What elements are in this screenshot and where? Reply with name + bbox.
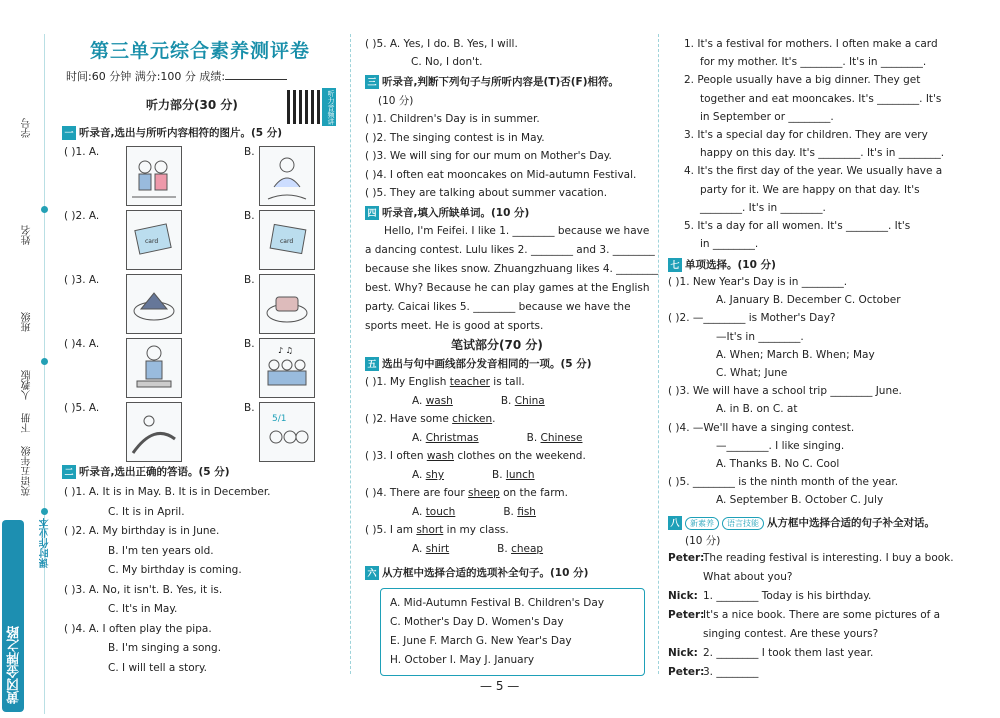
section-2-line: C. My birthday is coming. bbox=[108, 564, 242, 576]
section-7-line: ( )2. —________ is Mother's Day? bbox=[668, 312, 836, 325]
dialog-speaker: Nick: bbox=[668, 647, 698, 659]
section-8-heading: 八 新素养 语言技能 从方框中选择合适的句子补全对话。 bbox=[668, 515, 935, 530]
exam-info: 时间:60 分钟 满分:100 分 成绩: bbox=[66, 68, 287, 84]
binding-dot bbox=[41, 508, 48, 515]
dialog-line: The reading festival is interesting. I buy a book. bbox=[703, 552, 954, 564]
section-5-heading: 五 选出与句中画线部分发音相同的一项。(5 分) bbox=[365, 356, 592, 371]
section-3-question: ( )2. The singing contest is in May. bbox=[365, 131, 545, 144]
picture-option-a[interactable] bbox=[126, 274, 182, 334]
section-5-options: A. shirt B. cheap bbox=[412, 543, 544, 555]
picture-option-b[interactable] bbox=[259, 274, 315, 334]
section-5-question: ( )1. My English teacher is tall. bbox=[365, 376, 525, 388]
qr-label: 听力音频讲 bbox=[322, 88, 336, 126]
section-1-question: ( )3. A. bbox=[64, 274, 100, 286]
section-1-question: ( )5. A. bbox=[64, 402, 100, 414]
section-2-q5-line: ( )5. A. Yes, I do. B. Yes, I will. bbox=[365, 38, 518, 50]
section-7-line: ( )5. ________ is the ninth month of the year. bbox=[668, 476, 899, 489]
section-7-line: ( )1. New Year's Day is in ________. bbox=[668, 276, 848, 288]
section-1-option-b: B. bbox=[244, 146, 255, 158]
section-3-question: ( )4. I often eat mooncakes on Mid-autumn Festival. bbox=[365, 168, 637, 181]
picture-option-b[interactable] bbox=[259, 402, 315, 462]
section-7-line: C. What; June bbox=[716, 367, 788, 379]
column-divider bbox=[658, 34, 659, 674]
section-4-line: party. Caicai likes 5. ________ because we have the bbox=[365, 301, 631, 313]
section-6-line: 4. It's the first day of the year. We usually have a bbox=[684, 165, 943, 178]
section-4-heading: 四 听录音,填入所缺单词。(10 分) bbox=[365, 205, 529, 220]
section-2-line: ( )1. A. It is in May. B. It is in December. bbox=[64, 486, 271, 498]
dialog-line: It's a nice book. There are some pictures of a bbox=[703, 609, 941, 621]
section-3-question: ( )5. They are talking about summer vacation. bbox=[365, 187, 608, 199]
section-1-option-b: B. bbox=[244, 402, 255, 414]
section-7-line: A. Thanks B. No C. Cool bbox=[716, 458, 840, 470]
picture-option-b[interactable] bbox=[259, 338, 315, 398]
written-part-title: 笔试部分(70 分) bbox=[451, 338, 543, 352]
dialog-speaker: Peter: bbox=[668, 666, 705, 678]
section-3-question: ( )1. Children's Day is in summer. bbox=[365, 113, 540, 125]
section-6-line: for my mother. It's ________. It's in ________. bbox=[700, 56, 927, 69]
listening-part-title: 听力部分(30 分) bbox=[146, 98, 238, 112]
section-1-question: ( )4. A. bbox=[64, 338, 100, 350]
section-3-heading: 三 听录音,判断下列句子与所听内容是(T)否(F)相符。 bbox=[365, 74, 619, 89]
section-5-options: A. wash B. China bbox=[412, 395, 545, 407]
picture-option-b[interactable] bbox=[259, 146, 315, 206]
options-box-line: A. Mid-Autumn Festival B. Children's Day bbox=[390, 597, 605, 609]
dialog-speaker: Nick: bbox=[668, 590, 698, 602]
banji-label: 班级 bbox=[22, 312, 33, 332]
section-7-line: A. in B. on C. at bbox=[716, 403, 798, 416]
dialog-line: singing contest. Are these yours? bbox=[703, 628, 879, 640]
section-5-options: A. Christmas B. Chinese bbox=[412, 432, 583, 444]
section-5-question: ( )4. There are four sheep on the farm. bbox=[365, 487, 568, 499]
picture-option-a[interactable] bbox=[126, 402, 182, 462]
dialog-speaker: Peter: bbox=[668, 552, 705, 564]
section-6-heading: 六 从方框中选择合适的选项补全句子。(10 分) bbox=[365, 565, 588, 580]
section-7-line: —________. I like singing. bbox=[716, 439, 845, 452]
options-box-line: C. Mother's Day D. Women's Day bbox=[390, 616, 564, 628]
section-1-question: ( )1. A. bbox=[64, 146, 100, 158]
section-2-line: B. I'm ten years old. bbox=[108, 544, 214, 557]
subject-label: 英语五年级 bbox=[22, 446, 33, 496]
section-4-line: best. Why? Because he can play games at the English bbox=[365, 282, 650, 294]
section-5-question: ( )5. I am short in my class. bbox=[365, 524, 509, 536]
score-blank[interactable] bbox=[225, 79, 287, 80]
section-1-option-b: B. bbox=[244, 338, 255, 350]
section-5-options: A. touch B. fish bbox=[412, 506, 536, 518]
section-1-heading: 一 听录音,选出与所听内容相符的图片。(5 分) bbox=[62, 125, 282, 140]
brand-text: 黄冈金牌之路 bbox=[7, 626, 22, 704]
picture-option-b[interactable] bbox=[259, 210, 315, 270]
section-1-option-b: B. bbox=[244, 210, 255, 222]
dialog-speaker: Peter: bbox=[668, 609, 705, 621]
section-8-score: (10 分) bbox=[685, 535, 721, 547]
section-6-line: in September or ________. bbox=[700, 110, 834, 123]
dialog-line: 3. ________ bbox=[703, 666, 759, 678]
binding-dot bbox=[41, 358, 48, 365]
section-1-question: ( )2. A. bbox=[64, 210, 100, 222]
dialog-line: What about you? bbox=[703, 571, 793, 583]
xuehao-label: 学号 bbox=[22, 118, 33, 138]
binding-line bbox=[44, 34, 45, 714]
section-4-line: because she likes snow. Zhuangzhuang likes 4. ________ bbox=[365, 263, 659, 275]
picture-option-a[interactable] bbox=[126, 146, 182, 206]
section-6-line: 1. It's a festival for mothers. I often make a card bbox=[684, 38, 938, 50]
section-6-line: ________. It's in ________. bbox=[700, 201, 826, 214]
section-6-line: 3. It's a special day for children. They are very bbox=[684, 129, 928, 141]
section-4-line: Hello, I'm Feifei. I like 1. ________ because we have bbox=[384, 225, 650, 237]
term-label: 下册 bbox=[22, 413, 33, 433]
section-2-line: B. I'm singing a song. bbox=[108, 642, 222, 654]
qr-code[interactable] bbox=[287, 90, 321, 124]
binding-strip bbox=[0, 0, 62, 718]
picture-option-a[interactable] bbox=[126, 210, 182, 270]
svg-text:♪ ♫: ♪ ♫ bbox=[278, 346, 293, 355]
options-box-line: E. June F. March G. New Year's Day bbox=[390, 635, 572, 647]
section-2-line: C. It is in April. bbox=[108, 505, 185, 518]
section-6-line: 2. People usually have a big dinner. They get bbox=[684, 74, 921, 87]
edition-label: 人教版 bbox=[22, 370, 33, 400]
binding-dot bbox=[41, 206, 48, 213]
section-2-line: C. I will tell a story. bbox=[108, 661, 208, 674]
svg-text:5/1: 5/1 bbox=[272, 414, 287, 424]
section-2-line: ( )4. A. I often play the pipa. bbox=[64, 622, 212, 635]
dialog-line: 2. ________ I took them last year. bbox=[703, 647, 874, 659]
section-6-line: 5. It's a day for all women. It's ________. It's bbox=[684, 220, 911, 232]
brand-logo bbox=[2, 520, 24, 712]
section-6-line: happy on this day. It's ________. It's in ________. bbox=[700, 147, 945, 160]
column-divider bbox=[350, 34, 351, 674]
options-box-line: H. October I. May J. January bbox=[390, 654, 535, 666]
section-2-heading: 二 听录音,选出正确的答语。(5 分) bbox=[62, 464, 230, 479]
section-6-line: in ________. bbox=[700, 238, 759, 251]
picture-option-a[interactable] bbox=[126, 338, 182, 398]
section-7-line: A. September B. October C. July bbox=[716, 494, 884, 507]
svg-text:card: card bbox=[145, 238, 159, 245]
page-title: 第三单元综合素养测评卷 bbox=[90, 40, 311, 62]
section-1-option-b: B. bbox=[244, 274, 255, 286]
section-4-line: a dancing contest. Lulu likes 2. ________ and 3. ________ bbox=[365, 244, 655, 256]
section-7-line: ( )3. We will have a school trip ________ June. bbox=[668, 385, 902, 398]
svg-text:card: card bbox=[280, 238, 294, 245]
section-7-line: ( )4. —We'll have a singing contest. bbox=[668, 421, 855, 434]
section-6-line: together and eat mooncakes. It's ________. It's bbox=[700, 92, 942, 105]
section-3-score: (10 分) bbox=[378, 95, 414, 107]
section-7-heading: 七 单项选择。(10 分) bbox=[668, 257, 776, 272]
section-3-question: ( )3. We will sing for our mum on Mother's Day. bbox=[365, 150, 612, 162]
section-5-question: ( )3. I often wash clothes on the weekend. bbox=[365, 450, 586, 462]
section-4-line: sports meet. He is good at sports. bbox=[365, 320, 544, 332]
series-label: 课时作业本 bbox=[40, 518, 51, 568]
section-7-line: —It's in ________. bbox=[716, 330, 804, 343]
section-6-line: party for it. We are happy on that day. It's bbox=[700, 183, 920, 196]
xingming-label: 姓名 bbox=[22, 225, 33, 245]
section-7-line: A. January B. December C. October bbox=[716, 294, 901, 307]
dialog-line: 1. ________ Today is his birthday. bbox=[703, 590, 872, 602]
section-2-line: ( )3. A. No, it isn't. B. Yes, it is. bbox=[64, 583, 223, 596]
section-2-line: C. It's in May. bbox=[108, 603, 178, 615]
section-2-q5-line: C. No, I don't. bbox=[411, 56, 483, 68]
page-number: — 5 — bbox=[480, 679, 520, 693]
section-2-line: ( )2. A. My birthday is in June. bbox=[64, 525, 220, 537]
section-5-question: ( )2. Have some chicken. bbox=[365, 413, 496, 425]
section-7-line: A. When; March B. When; May bbox=[716, 348, 875, 361]
section-5-options: A. shy B. lunch bbox=[412, 469, 535, 481]
